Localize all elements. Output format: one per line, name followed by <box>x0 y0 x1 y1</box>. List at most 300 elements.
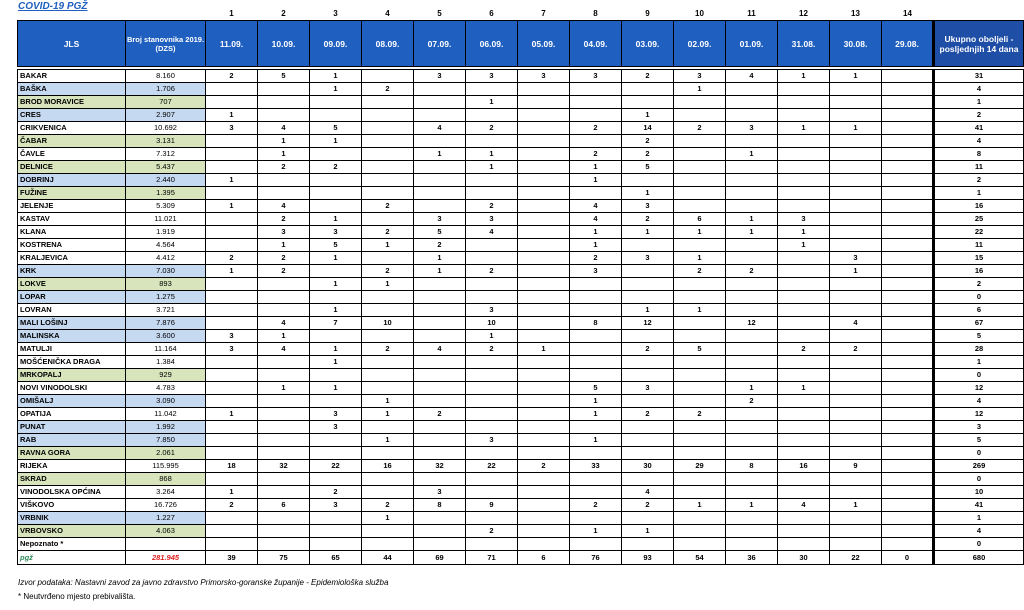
cases-cell: 3 <box>726 122 778 135</box>
population-cell: 5.437 <box>126 161 206 174</box>
cases-cell <box>830 213 882 226</box>
cases-cell: 3 <box>206 343 258 356</box>
cases-cell <box>674 525 726 538</box>
population-cell: 2.907 <box>126 109 206 122</box>
header-jls: JLS <box>18 21 126 67</box>
cases-cell <box>258 473 310 486</box>
summary-cases-cell: 0 <box>882 551 934 565</box>
population-cell: 1.395 <box>126 187 206 200</box>
cases-cell: 5 <box>674 343 726 356</box>
table-row <box>18 252 1024 265</box>
cases-cell <box>882 434 934 447</box>
cases-cell <box>466 174 518 187</box>
summary-cases-cell: 30 <box>778 551 830 565</box>
cases-cell <box>622 395 674 408</box>
cases-cell <box>674 421 726 434</box>
cases-cell <box>882 408 934 421</box>
cases-cell: 1 <box>362 239 414 252</box>
cases-cell <box>414 447 466 460</box>
cases-cell: 6 <box>258 499 310 512</box>
cases-cell: 2 <box>206 70 258 83</box>
population-cell: 1.706 <box>126 83 206 96</box>
cases-cell: 2 <box>622 343 674 356</box>
summary-cases-cell: 75 <box>258 551 310 565</box>
cases-cell <box>258 395 310 408</box>
cases-cell: 1 <box>778 239 830 252</box>
cases-cell <box>726 187 778 200</box>
cases-cell <box>570 421 622 434</box>
population-cell <box>126 538 206 551</box>
cases-cell: 1 <box>570 395 622 408</box>
cases-cell: 22 <box>466 460 518 473</box>
cases-cell: 4 <box>726 70 778 83</box>
cases-cell: 1 <box>206 408 258 421</box>
cases-cell <box>882 148 934 161</box>
cases-cell <box>362 382 414 395</box>
table-row <box>18 382 1024 395</box>
total-cell: 11 <box>934 239 1024 252</box>
header-date: 31.08. <box>778 21 830 67</box>
cases-cell: 4 <box>414 343 466 356</box>
cases-cell <box>518 174 570 187</box>
column-number: 12 <box>799 9 808 18</box>
cases-cell: 2 <box>778 343 830 356</box>
cases-cell <box>622 512 674 525</box>
cases-cell <box>778 447 830 460</box>
cases-cell <box>830 109 882 122</box>
cases-cell <box>882 317 934 330</box>
population-cell: 7.312 <box>126 148 206 161</box>
cases-cell <box>882 226 934 239</box>
population-cell: 1.919 <box>126 226 206 239</box>
municipality-name: KASTAV <box>18 213 126 226</box>
cases-cell <box>258 525 310 538</box>
cases-cell <box>310 473 362 486</box>
cases-cell <box>206 382 258 395</box>
header-date: 01.09. <box>726 21 778 67</box>
total-cell: 1 <box>934 187 1024 200</box>
cases-cell: 1 <box>726 499 778 512</box>
cases-cell: 3 <box>310 408 362 421</box>
cases-cell: 1 <box>206 265 258 278</box>
municipality-name: MOŠĆENIČKA DRAGA <box>18 356 126 369</box>
table-row <box>18 187 1024 200</box>
cases-cell <box>414 525 466 538</box>
cases-cell <box>362 330 414 343</box>
cases-cell <box>882 161 934 174</box>
municipality-name: MALINSKA <box>18 330 126 343</box>
cases-cell <box>518 525 570 538</box>
total-cell: 10 <box>934 486 1024 499</box>
table-row <box>18 122 1024 135</box>
municipality-name: BROD MORAVICE <box>18 96 126 109</box>
summary-cases-cell: 93 <box>622 551 674 565</box>
footnote: * Neutvrđeno mjesto prebivališta. <box>18 592 136 601</box>
cases-cell <box>882 304 934 317</box>
cases-cell <box>726 343 778 356</box>
cases-cell: 2 <box>414 239 466 252</box>
cases-cell <box>674 174 726 187</box>
cases-cell: 1 <box>674 83 726 96</box>
cases-cell <box>726 473 778 486</box>
cases-cell <box>830 291 882 304</box>
cases-cell: 1 <box>570 434 622 447</box>
cases-cell <box>414 395 466 408</box>
cases-cell: 2 <box>570 499 622 512</box>
cases-cell: 2 <box>622 148 674 161</box>
cases-cell: 10 <box>362 317 414 330</box>
cases-cell <box>622 434 674 447</box>
cases-cell <box>518 512 570 525</box>
column-number: 5 <box>437 9 442 18</box>
column-number-row <box>18 8 1024 21</box>
cases-cell: 1 <box>414 148 466 161</box>
cases-cell <box>206 421 258 434</box>
summary-cases-cell: 6 <box>518 551 570 565</box>
summary-cases-cell: 76 <box>570 551 622 565</box>
cases-cell <box>258 304 310 317</box>
summary-cases-cell: 36 <box>726 551 778 565</box>
cases-cell <box>778 252 830 265</box>
cases-cell <box>206 538 258 551</box>
cases-cell <box>310 538 362 551</box>
header-date: 03.09. <box>622 21 674 67</box>
cases-cell <box>518 317 570 330</box>
cases-cell: 3 <box>258 226 310 239</box>
total-cell: 4 <box>934 83 1024 96</box>
total-cell: 2 <box>934 174 1024 187</box>
cases-cell: 1 <box>310 343 362 356</box>
cases-cell <box>258 369 310 382</box>
cases-cell <box>466 473 518 486</box>
cases-cell <box>206 291 258 304</box>
cases-cell <box>466 382 518 395</box>
municipality-name: RAVNA GORA <box>18 447 126 460</box>
cases-cell <box>258 174 310 187</box>
cases-cell <box>570 304 622 317</box>
population-cell: 3.600 <box>126 330 206 343</box>
cases-cell: 3 <box>778 213 830 226</box>
header-total: Ukupno oboljeli - posljednjih 14 dana <box>934 21 1024 67</box>
cases-cell: 2 <box>830 343 882 356</box>
cases-cell: 2 <box>622 70 674 83</box>
cases-cell <box>882 499 934 512</box>
cases-cell: 5 <box>310 239 362 252</box>
table-row <box>18 135 1024 148</box>
cases-cell: 1 <box>310 304 362 317</box>
table-row <box>18 291 1024 304</box>
cases-cell <box>518 538 570 551</box>
total-cell: 31 <box>934 70 1024 83</box>
cases-cell <box>518 421 570 434</box>
total-cell: 2 <box>934 278 1024 291</box>
cases-cell: 2 <box>518 460 570 473</box>
cases-cell <box>622 291 674 304</box>
cases-cell <box>310 200 362 213</box>
population-cell: 3.264 <box>126 486 206 499</box>
cases-cell <box>674 317 726 330</box>
cases-cell <box>570 512 622 525</box>
cases-cell: 2 <box>570 148 622 161</box>
cases-cell <box>518 161 570 174</box>
cases-cell: 2 <box>362 265 414 278</box>
cases-cell <box>882 252 934 265</box>
table-row <box>18 356 1024 369</box>
cases-cell <box>362 304 414 317</box>
table-row <box>18 512 1024 525</box>
cases-cell <box>206 512 258 525</box>
population-cell: 16.726 <box>126 499 206 512</box>
cases-cell <box>622 330 674 343</box>
total-cell: 5 <box>934 434 1024 447</box>
municipality-name: MRKOPALJ <box>18 369 126 382</box>
cases-cell <box>674 330 726 343</box>
summary-cases-cell: 69 <box>414 551 466 565</box>
cases-cell <box>310 109 362 122</box>
cases-cell: 1 <box>310 356 362 369</box>
population-cell: 7.030 <box>126 265 206 278</box>
cases-cell <box>674 148 726 161</box>
cases-cell <box>466 538 518 551</box>
cases-cell: 32 <box>414 460 466 473</box>
cases-cell <box>882 356 934 369</box>
cases-cell <box>726 421 778 434</box>
cases-cell <box>778 486 830 499</box>
population-cell: 4.412 <box>126 252 206 265</box>
cases-cell: 2 <box>466 265 518 278</box>
cases-cell <box>466 278 518 291</box>
cases-cell: 2 <box>466 122 518 135</box>
cases-cell: 1 <box>830 265 882 278</box>
cases-cell: 22 <box>310 460 362 473</box>
cases-cell <box>674 434 726 447</box>
cases-cell: 1 <box>362 395 414 408</box>
cases-cell <box>258 421 310 434</box>
cases-cell <box>206 96 258 109</box>
cases-cell <box>570 473 622 486</box>
total-cell: 0 <box>934 291 1024 304</box>
cases-cell: 1 <box>362 278 414 291</box>
header-row <box>18 21 1024 67</box>
cases-cell: 8 <box>570 317 622 330</box>
cases-cell <box>778 187 830 200</box>
cases-cell <box>726 408 778 421</box>
cases-cell: 5 <box>258 70 310 83</box>
cases-cell: 4 <box>414 122 466 135</box>
cases-cell <box>362 70 414 83</box>
cases-cell <box>206 304 258 317</box>
cases-cell: 8 <box>726 460 778 473</box>
cases-cell <box>310 291 362 304</box>
table-row <box>18 395 1024 408</box>
cases-cell <box>414 473 466 486</box>
cases-cell <box>518 96 570 109</box>
cases-cell <box>206 525 258 538</box>
cases-cell <box>310 434 362 447</box>
cases-cell: 2 <box>258 213 310 226</box>
municipality-name: BAŠKA <box>18 83 126 96</box>
cases-cell <box>726 525 778 538</box>
cases-cell <box>518 83 570 96</box>
cases-cell <box>622 356 674 369</box>
table-row <box>18 473 1024 486</box>
cases-cell <box>518 187 570 200</box>
cases-cell <box>830 161 882 174</box>
table-row <box>18 239 1024 252</box>
cases-cell: 4 <box>622 486 674 499</box>
table-row <box>18 343 1024 356</box>
total-cell: 1 <box>934 96 1024 109</box>
population-cell: 4.063 <box>126 525 206 538</box>
cases-cell <box>518 239 570 252</box>
cases-cell <box>778 83 830 96</box>
municipality-name: ČAVLE <box>18 148 126 161</box>
cases-cell: 1 <box>258 330 310 343</box>
population-cell: 11.021 <box>126 213 206 226</box>
population-cell: 3.090 <box>126 395 206 408</box>
cases-cell <box>310 148 362 161</box>
table-row <box>18 278 1024 291</box>
total-cell: 269 <box>934 460 1024 473</box>
cases-cell <box>258 486 310 499</box>
header-date: 07.09. <box>414 21 466 67</box>
cases-cell <box>778 408 830 421</box>
cases-cell <box>882 512 934 525</box>
cases-cell <box>466 356 518 369</box>
population-cell: 1.275 <box>126 291 206 304</box>
cases-cell: 2 <box>414 408 466 421</box>
cases-cell: 3 <box>310 226 362 239</box>
cases-cell <box>830 135 882 148</box>
cases-cell <box>882 96 934 109</box>
cases-cell <box>778 135 830 148</box>
column-number: 14 <box>903 9 912 18</box>
cases-cell <box>830 421 882 434</box>
cases-cell <box>882 486 934 499</box>
cases-cell <box>258 408 310 421</box>
summary-label: pgž <box>18 551 126 565</box>
table-row <box>18 200 1024 213</box>
municipality-name: SKRAD <box>18 473 126 486</box>
cases-cell <box>882 213 934 226</box>
cases-cell <box>310 330 362 343</box>
cases-cell: 1 <box>310 70 362 83</box>
cases-cell: 1 <box>778 226 830 239</box>
total-cell: 3 <box>934 421 1024 434</box>
cases-cell <box>726 96 778 109</box>
cases-cell: 1 <box>726 148 778 161</box>
cases-cell <box>258 278 310 291</box>
cases-cell <box>830 382 882 395</box>
cases-cell <box>310 525 362 538</box>
cases-cell <box>258 447 310 460</box>
cases-cell: 4 <box>778 499 830 512</box>
total-cell: 6 <box>934 304 1024 317</box>
cases-cell: 1 <box>310 83 362 96</box>
cases-cell <box>830 369 882 382</box>
table-row <box>18 434 1024 447</box>
cases-cell <box>570 187 622 200</box>
cases-cell: 1 <box>258 239 310 252</box>
total-cell: 0 <box>934 538 1024 551</box>
cases-cell <box>778 174 830 187</box>
cases-cell <box>518 382 570 395</box>
cases-cell <box>726 538 778 551</box>
cases-cell <box>674 447 726 460</box>
cases-cell: 1 <box>570 161 622 174</box>
cases-cell: 3 <box>206 330 258 343</box>
cases-cell <box>570 278 622 291</box>
cases-cell <box>414 278 466 291</box>
cases-cell: 2 <box>258 161 310 174</box>
cases-cell: 5 <box>622 161 674 174</box>
population-cell: 3.721 <box>126 304 206 317</box>
cases-cell <box>310 369 362 382</box>
cases-cell <box>414 135 466 148</box>
cases-cell <box>622 447 674 460</box>
cases-cell <box>466 486 518 499</box>
cases-cell <box>310 174 362 187</box>
cases-cell <box>778 395 830 408</box>
cases-cell: 3 <box>466 304 518 317</box>
total-cell: 22 <box>934 226 1024 239</box>
table-row <box>18 148 1024 161</box>
cases-cell <box>310 512 362 525</box>
cases-cell <box>674 369 726 382</box>
cases-cell <box>206 434 258 447</box>
municipality-name: CRIKVENICA <box>18 122 126 135</box>
cases-cell: 2 <box>726 265 778 278</box>
cases-cell: 2 <box>674 265 726 278</box>
population-cell: 11.042 <box>126 408 206 421</box>
cases-cell: 2 <box>362 499 414 512</box>
cases-cell <box>726 486 778 499</box>
cases-cell: 33 <box>570 460 622 473</box>
population-cell: 8.160 <box>126 70 206 83</box>
table-row <box>18 161 1024 174</box>
cases-cell <box>882 200 934 213</box>
cases-cell <box>466 447 518 460</box>
cases-cell <box>570 486 622 499</box>
cases-cell <box>466 239 518 252</box>
cases-cell <box>726 278 778 291</box>
cases-cell <box>726 447 778 460</box>
cases-cell: 1 <box>674 252 726 265</box>
cases-cell <box>778 265 830 278</box>
cases-cell <box>882 174 934 187</box>
cases-cell: 2 <box>622 135 674 148</box>
table-row <box>18 499 1024 512</box>
cases-cell <box>466 408 518 421</box>
cases-cell <box>206 148 258 161</box>
cases-cell: 4 <box>570 213 622 226</box>
cases-cell <box>830 200 882 213</box>
column-number: 9 <box>645 9 650 18</box>
cases-cell <box>726 83 778 96</box>
cases-cell: 4 <box>466 226 518 239</box>
cases-cell <box>830 304 882 317</box>
cases-cell <box>830 434 882 447</box>
table-row <box>18 70 1024 83</box>
cases-cell <box>518 265 570 278</box>
cases-cell <box>674 135 726 148</box>
cases-cell: 2 <box>362 200 414 213</box>
table-row <box>18 317 1024 330</box>
municipality-name: VINODOLSKA OPĆINA <box>18 486 126 499</box>
cases-cell: 2 <box>622 408 674 421</box>
cases-cell <box>310 395 362 408</box>
table-row <box>18 226 1024 239</box>
